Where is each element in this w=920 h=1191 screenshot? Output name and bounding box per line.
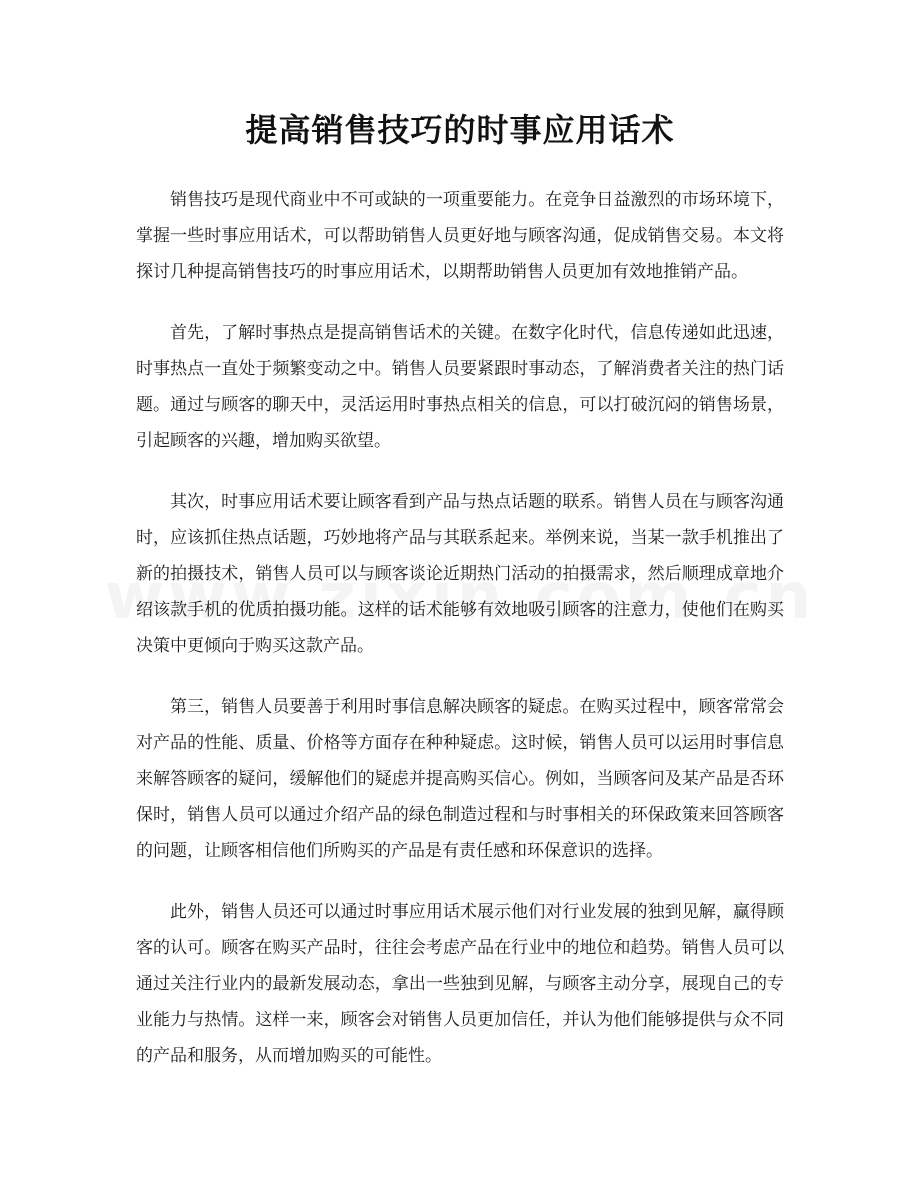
document-body (136, 182, 784, 1099)
paragraph-2: 首先，了解时事热点是提高销售话术的关键。在数字化时代，信息传递如此迅速，时事热点一直处于频繁变动之中。销售人员要紧跟时事动态，了解消费者关注的热门话题。通过与顾客的聊天中，灵活运用时事热点相关的信息，可以打破沉闷的销售场景，引起顾客的兴趣，增加购买欲望。 (136, 323, 784, 451)
paragraph-3: 其次，时事应用话术要让顾客看到产品与热点话题的联系。销售人员在与顾客沟通时，应该抓住热点话题，巧妙地将产品与其联系起来。举例来说，当某一款手机推出了新的拍摄技术，销售人员可以与顾客谈论近期热门活动的拍摄需求，然后顺理成章地介绍该款手机的优质拍摄功能。这样的话术能够有效地吸引顾客的注意力，使他们在购买决策中更倾向于购买这款产品。 (136, 492, 784, 656)
paragraph-1: 销售技巧是现代商业中不可或缺的一项重要能力。在竞争日益激烈的市场环境下，掌握一些时事应用话术，可以帮助销售人员更好地与顾客沟通，促成销售交易。本文将探讨几种提高销售技巧的时事应用话术，以期帮助销售人员更加有效地推销产品。 (136, 190, 784, 282)
paragraph-5: 此外，销售人员还可以通过时事应用话术展示他们对行业发展的独到见解，赢得顾客的认可。顾客在购买产品时，往往会考虑产品在行业中的地位和趋势。销售人员可以通过关注行业内的最新发展动态，拿出一些独到见解，与顾客主动分享，展现自己的专业能力与热情。这样一来，顾客会对销售人员更加信任，并认为他们能够提供与众不同的产品和服务，从而增加购买的可能性。 (136, 902, 784, 1066)
document-title: 提高销售技巧的时事应用话术 (245, 111, 675, 149)
paragraph-4: 第三，销售人员要善于利用时事信息解决顾客的疑虑。在购买过程中，顾客常常会对产品的性能、质量、价格等方面存在种种疑虑。这时候，销售人员可以运用时事信息来解答顾客的疑问，缓解他们的疑虑并提高购买信心。例如，当顾客问及某产品是否环保时，销售人员可以通过介绍产品的绿色制造过程和与时事相关的环保政策来回答顾客的问题，让顾客相信他们所购买的产品是有责任感和环保意识的选择。 (136, 697, 784, 861)
